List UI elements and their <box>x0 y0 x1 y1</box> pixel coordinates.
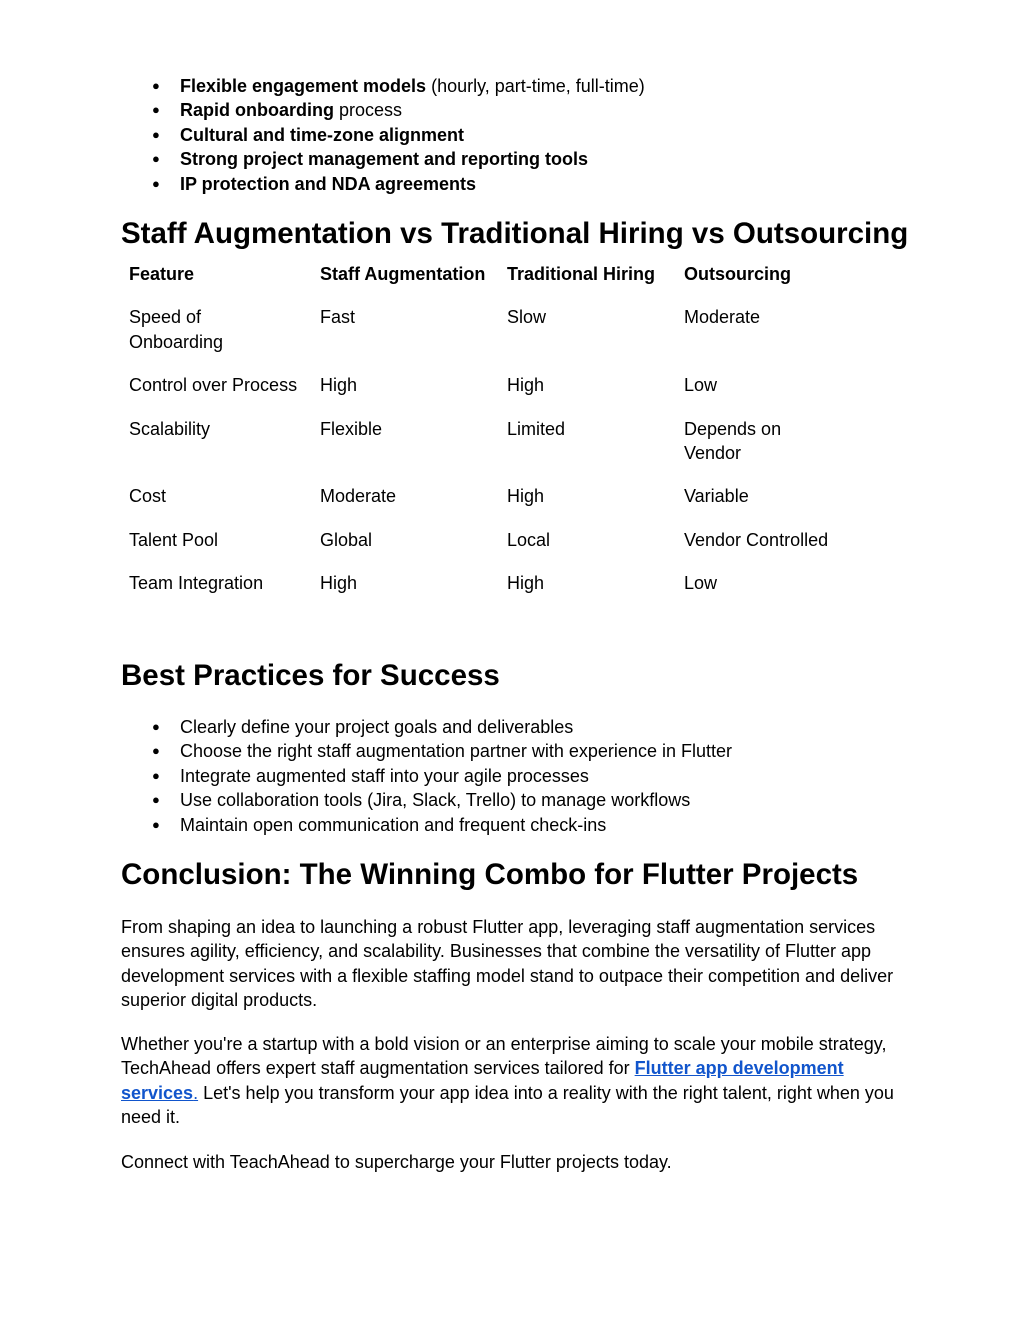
table-row <box>121 570 856 613</box>
table-cell: High <box>507 486 545 507</box>
column-header-traditional-hiring: Traditional Hiring <box>507 264 656 284</box>
table-cell: High <box>320 573 358 594</box>
table-cell: High <box>507 375 545 396</box>
table-cell: Low <box>684 375 718 396</box>
features-list <box>152 74 645 196</box>
column-header-staff-augmentation: Staff Augmentation <box>320 264 486 284</box>
table-cell: Depends on Vendor <box>684 418 782 464</box>
bullet-icon: ● <box>152 102 160 118</box>
conclusion-paragraph-2 <box>121 1032 911 1130</box>
list-item-text: Maintain open communication and frequent check-ins <box>180 814 607 835</box>
best-practices-heading: Best Practices for Success <box>121 659 500 692</box>
table-cell: Slow <box>507 307 547 328</box>
list-item <box>152 123 645 147</box>
conclusion-paragraph-1: From shaping an idea to launching a robust Flutter app, leveraging staff augmentation services ensures agility, efficiency, and scalability. Businesses that combine the versatility of Flutter app development services with a flexible staffing model stand to outpace their competition and deliver superior digital products. <box>121 917 894 1011</box>
paragraph-text: Whether you're a startup with a bold vision or an enterprise aiming to scale your mobile strategy, TechAhead offers expert staff augmentation services tailored for <box>121 1034 887 1079</box>
list-item <box>152 764 732 788</box>
list-item <box>152 74 645 98</box>
table-cell: Local <box>507 529 551 550</box>
list-item-bold: Rapid onboarding <box>180 100 334 121</box>
conclusion-heading: Conclusion: The Winning Combo for Flutter Projects <box>121 858 859 891</box>
list-item <box>152 739 732 763</box>
bullet-icon: ● <box>152 719 160 734</box>
table-cell: Variable <box>684 486 749 507</box>
table-row <box>121 372 856 415</box>
table-cell: Team Integration <box>129 573 264 594</box>
comparison-heading: Staff Augmentation vs Traditional Hiring vs Outsourcing <box>121 217 909 250</box>
flutter-services-link[interactable]: Flutter app development services <box>121 1058 844 1103</box>
bullet-icon: ● <box>152 792 160 808</box>
list-item <box>152 813 732 837</box>
list-item-text: (hourly, part-time, full-time) <box>426 76 645 96</box>
list-item-text: Integrate augmented staff into your agile processes <box>180 765 589 786</box>
table-cell: Talent Pool <box>129 529 219 550</box>
bullet-icon: ● <box>152 767 160 783</box>
table-cell: Low <box>684 573 718 594</box>
bullet-icon: ● <box>152 151 160 167</box>
list-item-bold: Flexible engagement models <box>180 76 427 96</box>
list-item-bold: Cultural and time-zone alignment <box>180 124 465 145</box>
list-item-bold: Strong project management and reporting tools <box>180 149 589 170</box>
bullet-icon: ● <box>152 78 160 93</box>
table-cell: High <box>320 375 358 396</box>
list-item <box>152 788 732 812</box>
bullet-icon: ● <box>152 816 160 832</box>
conclusion-paragraph-3: Connect with TeachAhead to supercharge your Flutter projects today. <box>121 1152 672 1172</box>
bullet-icon: ● <box>152 175 160 191</box>
table-cell: Moderate <box>684 307 761 328</box>
table-cell: Scalability <box>129 418 211 439</box>
table-row <box>121 527 856 570</box>
table-cell: Fast <box>320 307 356 328</box>
list-item <box>152 147 645 171</box>
column-header-feature: Feature <box>129 264 195 284</box>
table-row <box>121 416 856 484</box>
table-cell: Speed of Onboarding <box>129 307 224 352</box>
table-row <box>121 483 856 526</box>
list-item-text: Use collaboration tools (Jira, Slack, Trello) to manage workflows <box>180 790 691 811</box>
list-item-bold: IP protection and NDA agreements <box>180 173 477 194</box>
paragraph-text: Let's help you transform your app idea into a reality with the right talent, right when you need it. <box>121 1082 894 1128</box>
list-item <box>152 172 645 196</box>
list-item-text: Choose the right staff augmentation partner with experience in Flutter <box>180 741 732 762</box>
table-row <box>121 304 856 372</box>
table-cell: Control over Process <box>129 375 298 396</box>
table-cell: High <box>507 573 545 594</box>
list-item-text: Clearly define your project goals and deliverables <box>180 717 574 737</box>
table-cell: Limited <box>507 418 566 439</box>
comparison-table <box>121 261 856 614</box>
table-cell: Global <box>320 529 373 550</box>
bullet-icon: ● <box>152 126 160 142</box>
list-item <box>152 98 645 122</box>
table-cell: Cost <box>129 486 167 507</box>
list-item <box>152 715 732 739</box>
table-cell: Moderate <box>320 486 397 507</box>
table-header-row <box>121 261 856 304</box>
table-cell: Vendor Controlled <box>684 529 829 550</box>
list-item-text: process <box>333 100 403 121</box>
best-practices-list <box>152 715 732 837</box>
flutter-services-link-period[interactable]: . <box>193 1082 199 1103</box>
column-header-outsourcing: Outsourcing <box>684 264 791 284</box>
bullet-icon: ● <box>152 743 160 759</box>
table-cell: Flexible <box>320 418 383 439</box>
